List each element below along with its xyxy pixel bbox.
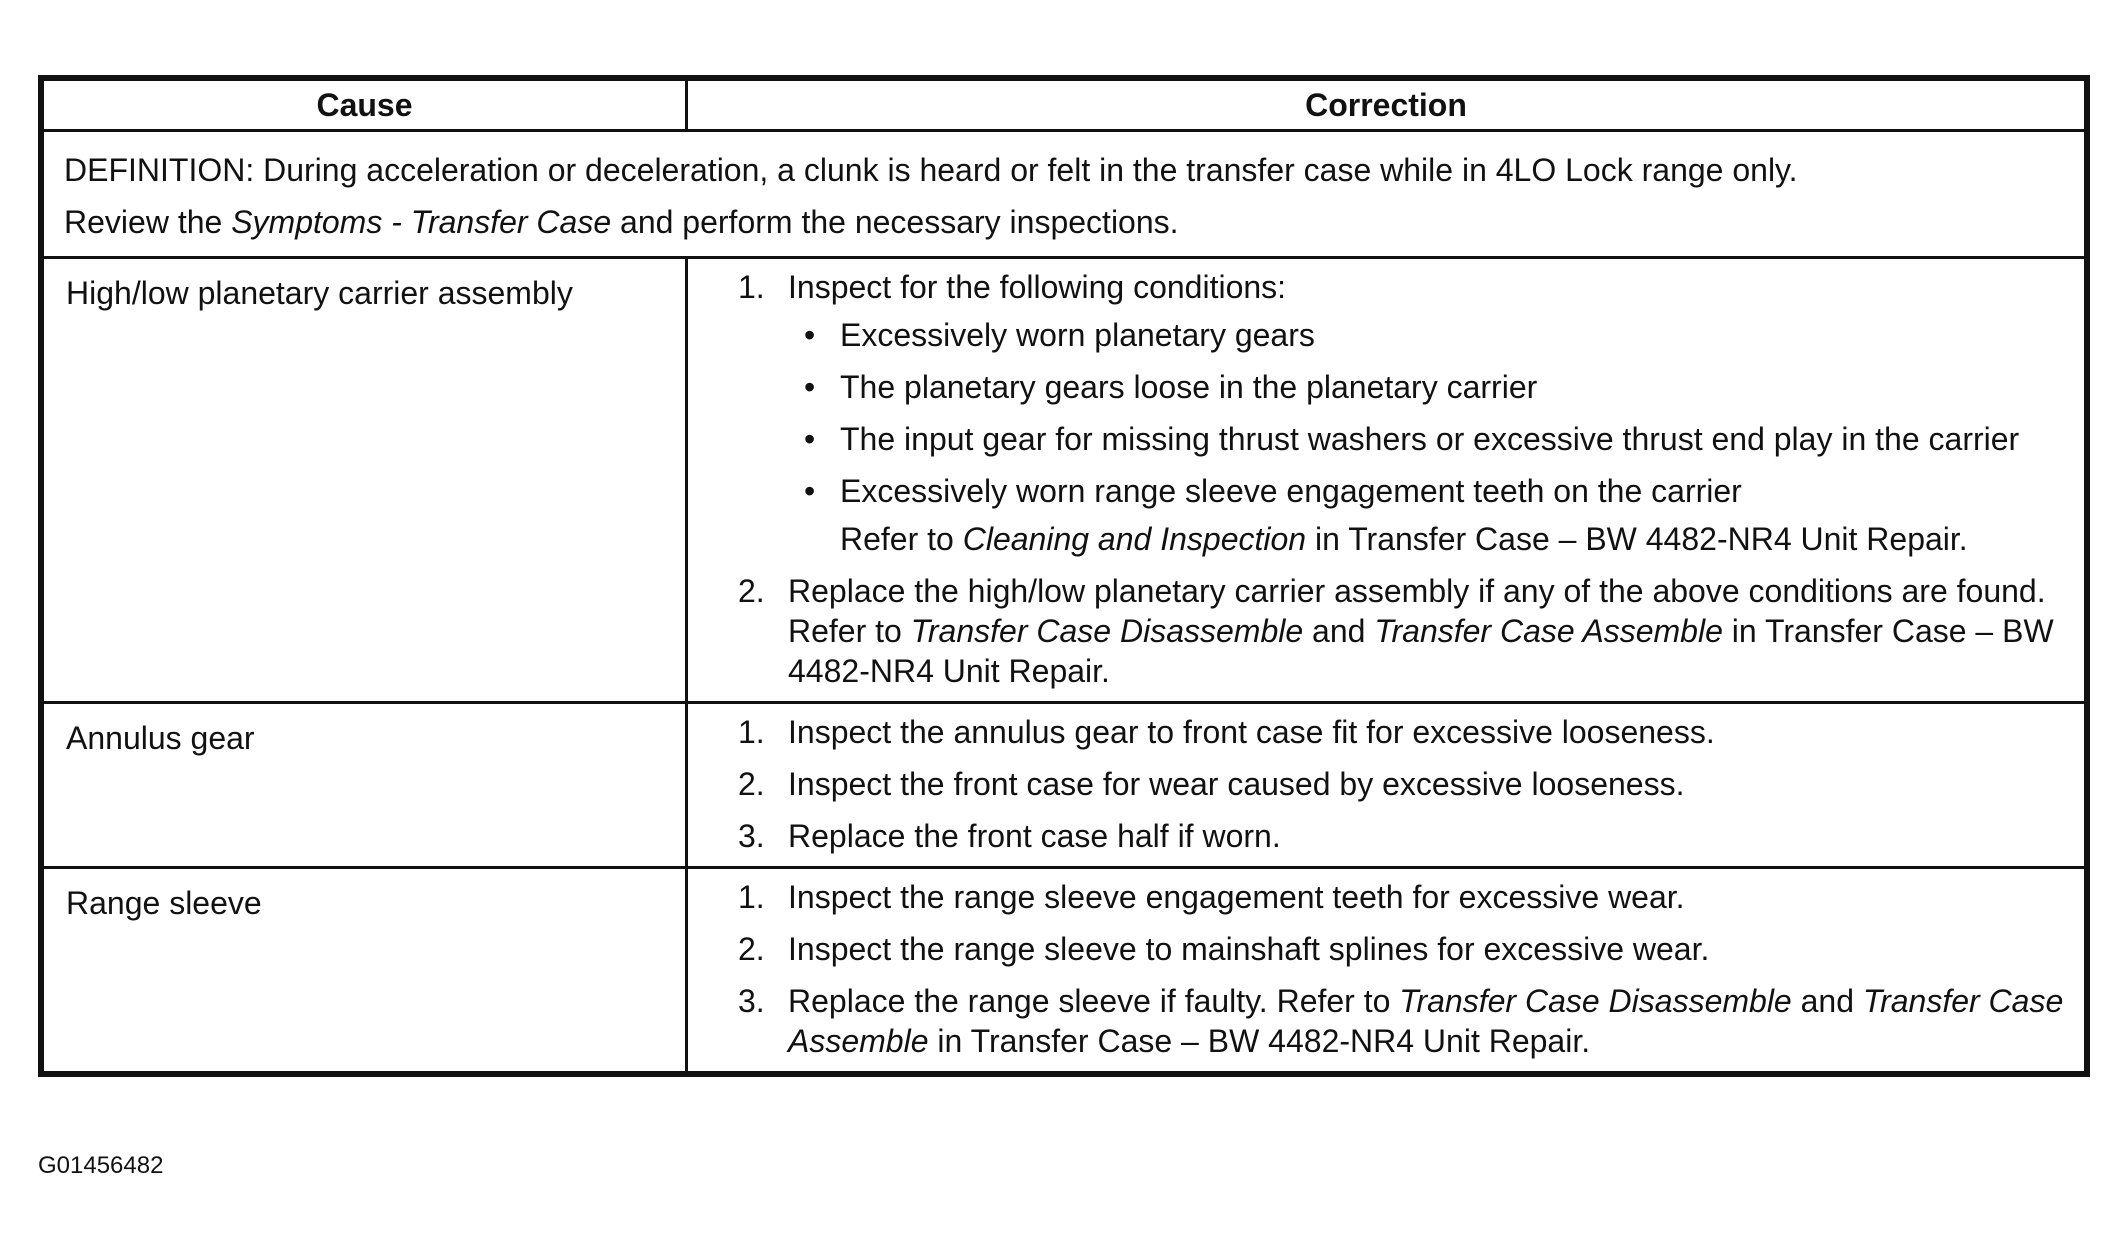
condition-text: The planetary gears loose in the planetary carrier [840, 369, 1538, 405]
step-text [788, 573, 2054, 689]
bullet-icon: • [804, 317, 816, 353]
correction-steps [738, 712, 2064, 856]
cause-cell: Range sleeve [43, 868, 687, 1073]
step-number: 2. [738, 573, 765, 609]
cause-cell: Annulus gear [43, 703, 687, 868]
step-number: 3. [738, 983, 765, 1019]
step-text-mid: and [1303, 613, 1375, 649]
table-row [43, 868, 2086, 1073]
refer-pre: Refer to [840, 521, 963, 557]
step-number: 1. [738, 879, 765, 915]
step-number: 1. [738, 714, 765, 750]
step-text-pre: Replace the high/low planetary carrier assembly if any of the above conditions are found. Refer to [788, 573, 2046, 649]
condition-text: Excessively worn range sleeve engagement teeth on the carrier [840, 473, 1742, 509]
step-text: Inspect the annulus gear to front case fit for excessive looseness. [788, 714, 1715, 750]
step-text: Inspect the front case for wear caused by excessive looseness. [788, 766, 1685, 802]
step-item [738, 929, 2064, 969]
step-number: 2. [738, 766, 765, 802]
condition-text: Excessively worn planetary gears [840, 317, 1315, 353]
step-number: 2. [738, 931, 765, 967]
definition-cell [43, 131, 2086, 258]
review-post: and perform the necessary inspections. [611, 204, 1179, 240]
condition-item [804, 471, 2064, 511]
step-text: Inspect the range sleeve to mainshaft splines for excessive wear. [788, 931, 1710, 967]
header-row [43, 80, 2086, 131]
step-item [738, 712, 2064, 752]
condition-item [804, 419, 2064, 459]
header-correction: Correction [687, 80, 2086, 131]
step-text-post: in Transfer Case – BW 4482-NR4 Unit Repair. [788, 613, 2054, 689]
step-text: Replace the front case half if worn. [788, 818, 1281, 854]
bullet-icon: • [804, 421, 816, 457]
bullet-icon: • [804, 369, 816, 405]
cause-correction-table [41, 78, 2087, 1074]
step-item [738, 816, 2064, 856]
step-text [788, 983, 2063, 1059]
condition-list [788, 315, 2064, 511]
condition-item [804, 367, 2064, 407]
refer-note [788, 519, 2064, 559]
review-text [64, 196, 2064, 248]
ref-link-assemble: Transfer Case Assemble [1374, 613, 1723, 649]
review-link-symptoms: Symptoms - Transfer Case [231, 204, 612, 240]
condition-item [804, 315, 2064, 355]
header-cause: Cause [43, 80, 687, 131]
correction-steps [738, 267, 2064, 691]
step-text-pre: Replace the range sleeve if faulty. Refer to [788, 983, 1400, 1019]
refer-post: in Transfer Case – BW 4482-NR4 Unit Repair. [1306, 521, 1968, 557]
definition-text: DEFINITION: During acceleration or deceleration, a clunk is heard or felt in the transfer case while in 4LO Lock range only. [64, 152, 1798, 188]
step-item [738, 764, 2064, 804]
correction-cell [687, 703, 2086, 868]
ref-link-disassemble: Transfer Case Disassemble [1399, 983, 1792, 1019]
condition-text: The input gear for missing thrust washers or excessive thrust end play in the carrier [840, 421, 2020, 457]
step-number: 1. [738, 269, 765, 305]
correction-cell [687, 868, 2086, 1073]
review-pre: Review the [64, 204, 232, 240]
step-item [738, 267, 2064, 559]
table-row [43, 703, 2086, 868]
step-item [738, 571, 2064, 691]
bullet-icon: • [804, 473, 816, 509]
correction-cell [687, 258, 2086, 703]
step-text-post: in Transfer Case – BW 4482-NR4 Unit Repair. [928, 1023, 1591, 1059]
refer-link-cleaning: Cleaning and Inspection [962, 521, 1307, 557]
step-item [738, 877, 2064, 917]
ref-link-assemble: Transfer Case Assemble [788, 983, 2064, 1059]
step-text: Inspect for the following conditions: [788, 269, 1287, 305]
step-text-mid: and [1791, 983, 1863, 1019]
cause-cell: High/low planetary carrier assembly [43, 258, 687, 703]
figure-id: G01456482 [38, 1152, 164, 1179]
correction-steps [738, 877, 2064, 1061]
diagnostic-table [38, 75, 2090, 1077]
step-text: Inspect the range sleeve engagement teeth for excessive wear. [788, 879, 1685, 915]
table-row [43, 258, 2086, 703]
definition-row [43, 131, 2086, 258]
step-number: 3. [738, 818, 765, 854]
step-item [738, 981, 2064, 1061]
ref-link-disassemble: Transfer Case Disassemble [910, 613, 1304, 649]
